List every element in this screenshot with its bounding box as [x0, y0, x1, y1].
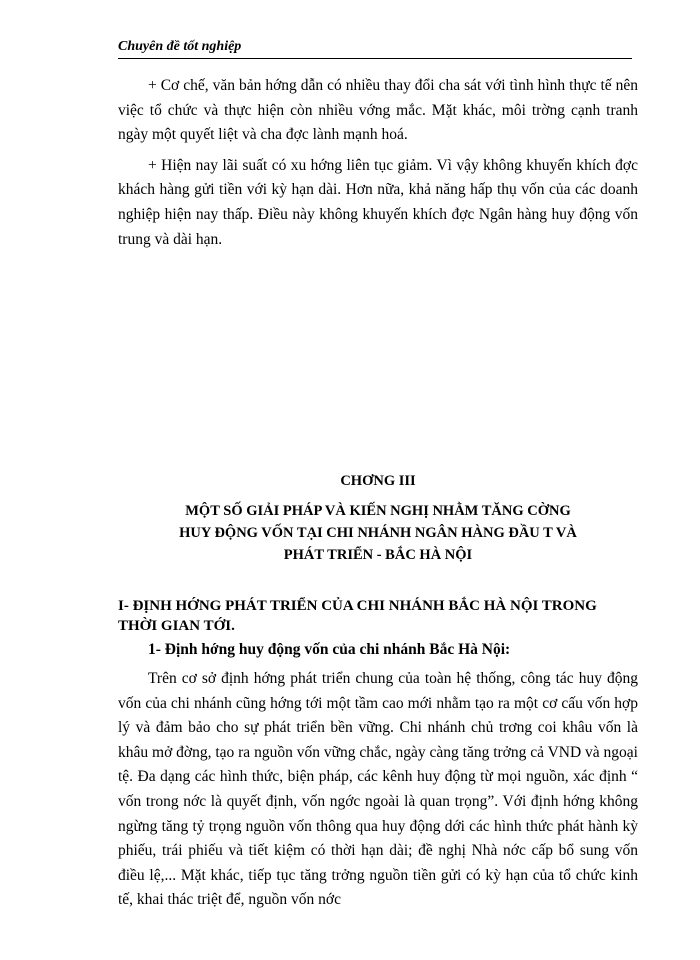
chapter-label: CHƠNG III [340, 473, 416, 489]
intro-section [118, 74, 638, 252]
paragraph-capital-mobilization: Trên cơ sở định hớng phát triển chung của toàn hệ thống, công tác huy động vốn của chi nhánh cũng hớng tới một tầm cao mới nhằm tạo ra một cơ cấu vốn hợp lý và đảm bảo cho sự phát triển bền vững. Chi nhánh chủ trơng coi khâu vốn là khâu mở đờng, tạo ra nguồn vốn vững chắc, ngày càng tăng trởng cả VND và ngoại tệ. Đa dạng các hình thức, biện pháp, các kênh huy động từ mọi nguồn, xác định “ vốn trong nớc là quyết định, vốn ngớc ngoài là quan trọng”. Với định hớng không ngừng tăng tỷ trọng nguồn vốn thông qua huy động dới các hình thức phát hành kỳ phiếu, trái phiếu và tiết kiệm có thời hạn dài; đề nghị Nhà nớc cấp bổ sung vốn điều lệ,... Mặt khác, tiếp tục tăng trởng nguồn tiền gửi có kỳ hạn của tổ chức kinh tế, khai thác triệt để, nguồn vốn nớc [118, 670, 638, 909]
section-heading: I- ĐỊNH HỚNG PHÁT TRIỂN CỦA CHI NHÁNH BẮC HÀ NỘI TRONG THỜI GIAN TỚI. [118, 598, 597, 634]
section-body [118, 667, 638, 913]
chapter-title-line-2: HUY ĐỘNG VỐN TẠI CHI NHÁNH NGÂN HÀNG ĐẦU T VÀ [179, 525, 577, 541]
header-title: Chuyên đề tốt nghiệp [118, 39, 242, 54]
subsection-heading: 1- Định hớng huy động vốn của chi nhánh Bắc Hà Nội: [148, 641, 511, 658]
chapter-heading [118, 470, 638, 566]
chapter-title-line-1: MỘT SỐ GIẢI PHÁP VÀ KIẾN NGHỊ NHẰM TĂNG CỜNG [185, 503, 571, 519]
chapter-title-line-3: PHÁT TRIỂN - BẮC HÀ NỘI [283, 547, 473, 563]
page-header [118, 38, 632, 59]
paragraph-interest-rate: + Hiện nay lãi suất có xu hớng liên tục giảm. Vì vậy không khuyến khích đợc khách hàng gửi tiền với kỳ hạn dài. Hơn nữa, khả năng hấp thụ vốn của các doanh nghiệp hiện nay thấp. Điều này không khuyến khích đợc Ngân hàng huy động vốn trung và dài hạn. [118, 156, 638, 248]
paragraph-mechanism: + Cơ chế, văn bản hớng dẫn có nhiều thay đổi cha sát với tình hình thực tế nên việc tổ chức và thực hiện còn nhiều vớng mắc. Mặt khác, môi trờng cạnh tranh ngày một quyết liệt và cha đợc lành mạnh hoá. [118, 77, 638, 144]
